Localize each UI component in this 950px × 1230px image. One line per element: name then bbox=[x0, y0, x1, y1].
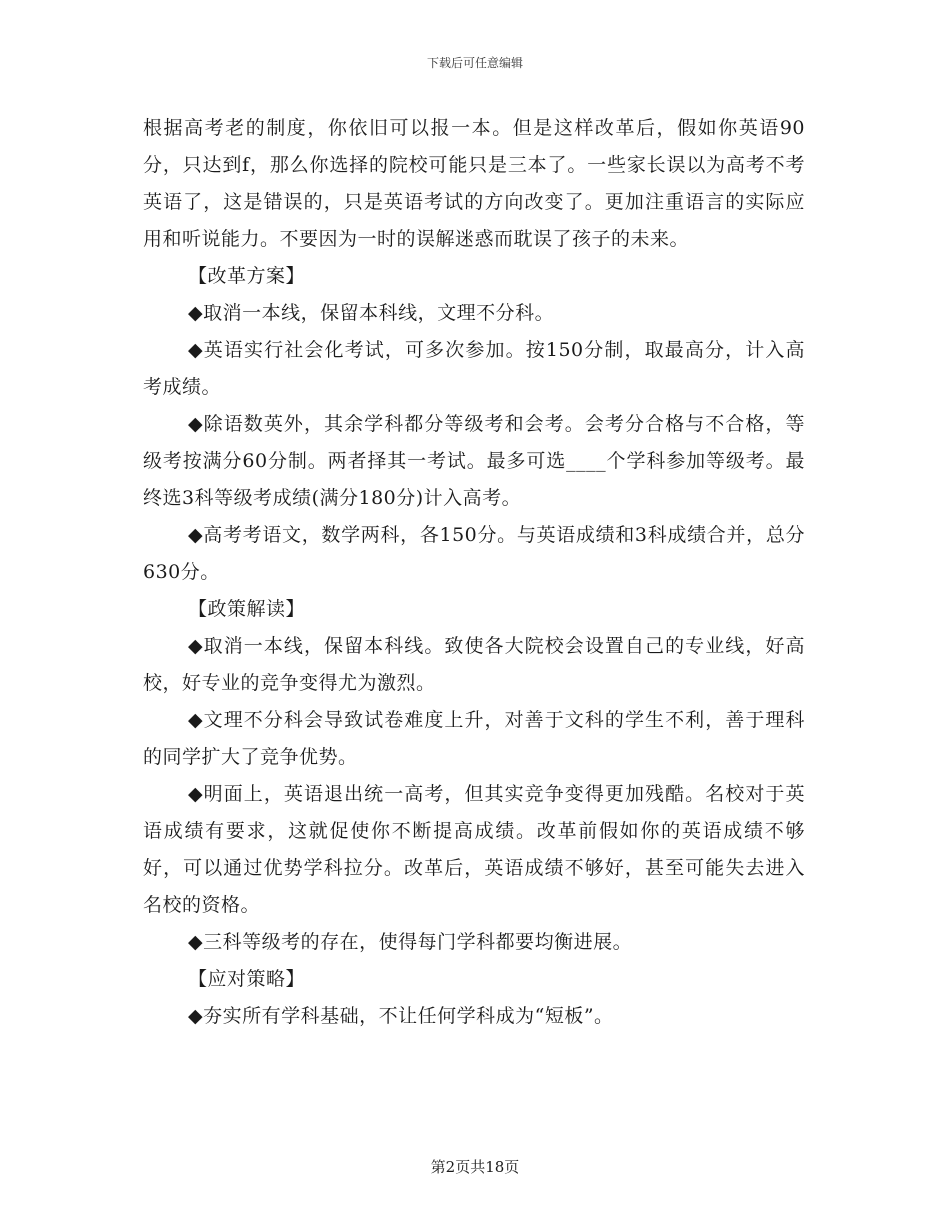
paragraph-intro: 根据高考老的制度，你依旧可以报一本。但是这样改革后，假如你英语90分，只达到f，那么你选择的院校可能只是三本了。一些家长误以为高考不考英语了，这是错误的，只是英语考试的方向改变了。更加注重语言的实际应用和听说能力。不要因为一时的误解迷惑而耽误了孩子的未来。 bbox=[143, 117, 805, 250]
bullet-cancel-tier-line: ◆取消一本线，保留本科线，文理不分科。 bbox=[188, 302, 555, 324]
bullet-chinese-math: ◆高考考语文，数学两科，各150分。与英语成绩和3科成绩合并，总分630分。 bbox=[143, 524, 805, 583]
bullet-competition: ◆取消一本线，保留本科线。致使各大院校会设置自己的专业线，好高校，好专业的竞争变得尤为激烈。 bbox=[143, 635, 805, 694]
document-body bbox=[143, 110, 805, 1035]
bullet-three-subjects: ◆三科等级考的存在，使得每门学科都要均衡进展。 bbox=[188, 931, 633, 953]
bullet-no-stream-split: ◆文理不分科会导致试卷难度上升，对善于文科的学生不利，善于理科的同学扩大了竞争优势。 bbox=[143, 709, 805, 768]
bullet-english-exam: ◆英语实行社会化考试，可多次参加。按150分制，取最高分，计入高考成绩。 bbox=[143, 339, 805, 398]
heading-reform-plan: 【改革方案】 bbox=[188, 265, 306, 287]
heading-coping-strategy: 【应对策略】 bbox=[188, 968, 306, 990]
page-header: 下载后可任意编辑 bbox=[426, 56, 523, 70]
bullet-english-exit: ◆明面上，英语退出统一高考，但其实竞争变得更加残酷。名校对于英语成绩有要求，这就促使你不断提高成绩。改革前假如你的英语成绩不够好，可以通过优势学科拉分。改革后，英语成绩不够好，甚至可能失去进入名校的资格。 bbox=[143, 783, 805, 916]
page-number: 第2页共18页 bbox=[430, 1158, 520, 1176]
bullet-other-subjects: ◆除语数英外，其余学科都分等级考和会考。会考分合格与不合格，等级考按满分60分制。两者择其一考试。最多可选____个学科参加等级考。最终选3科等级考成绩(满分180分)计入高考。 bbox=[143, 413, 805, 509]
heading-policy-interpretation: 【政策解读】 bbox=[188, 598, 306, 620]
bullet-consolidate-basics: ◆夯实所有学科基础，不让任何学科成为“短板”。 bbox=[188, 1005, 614, 1027]
